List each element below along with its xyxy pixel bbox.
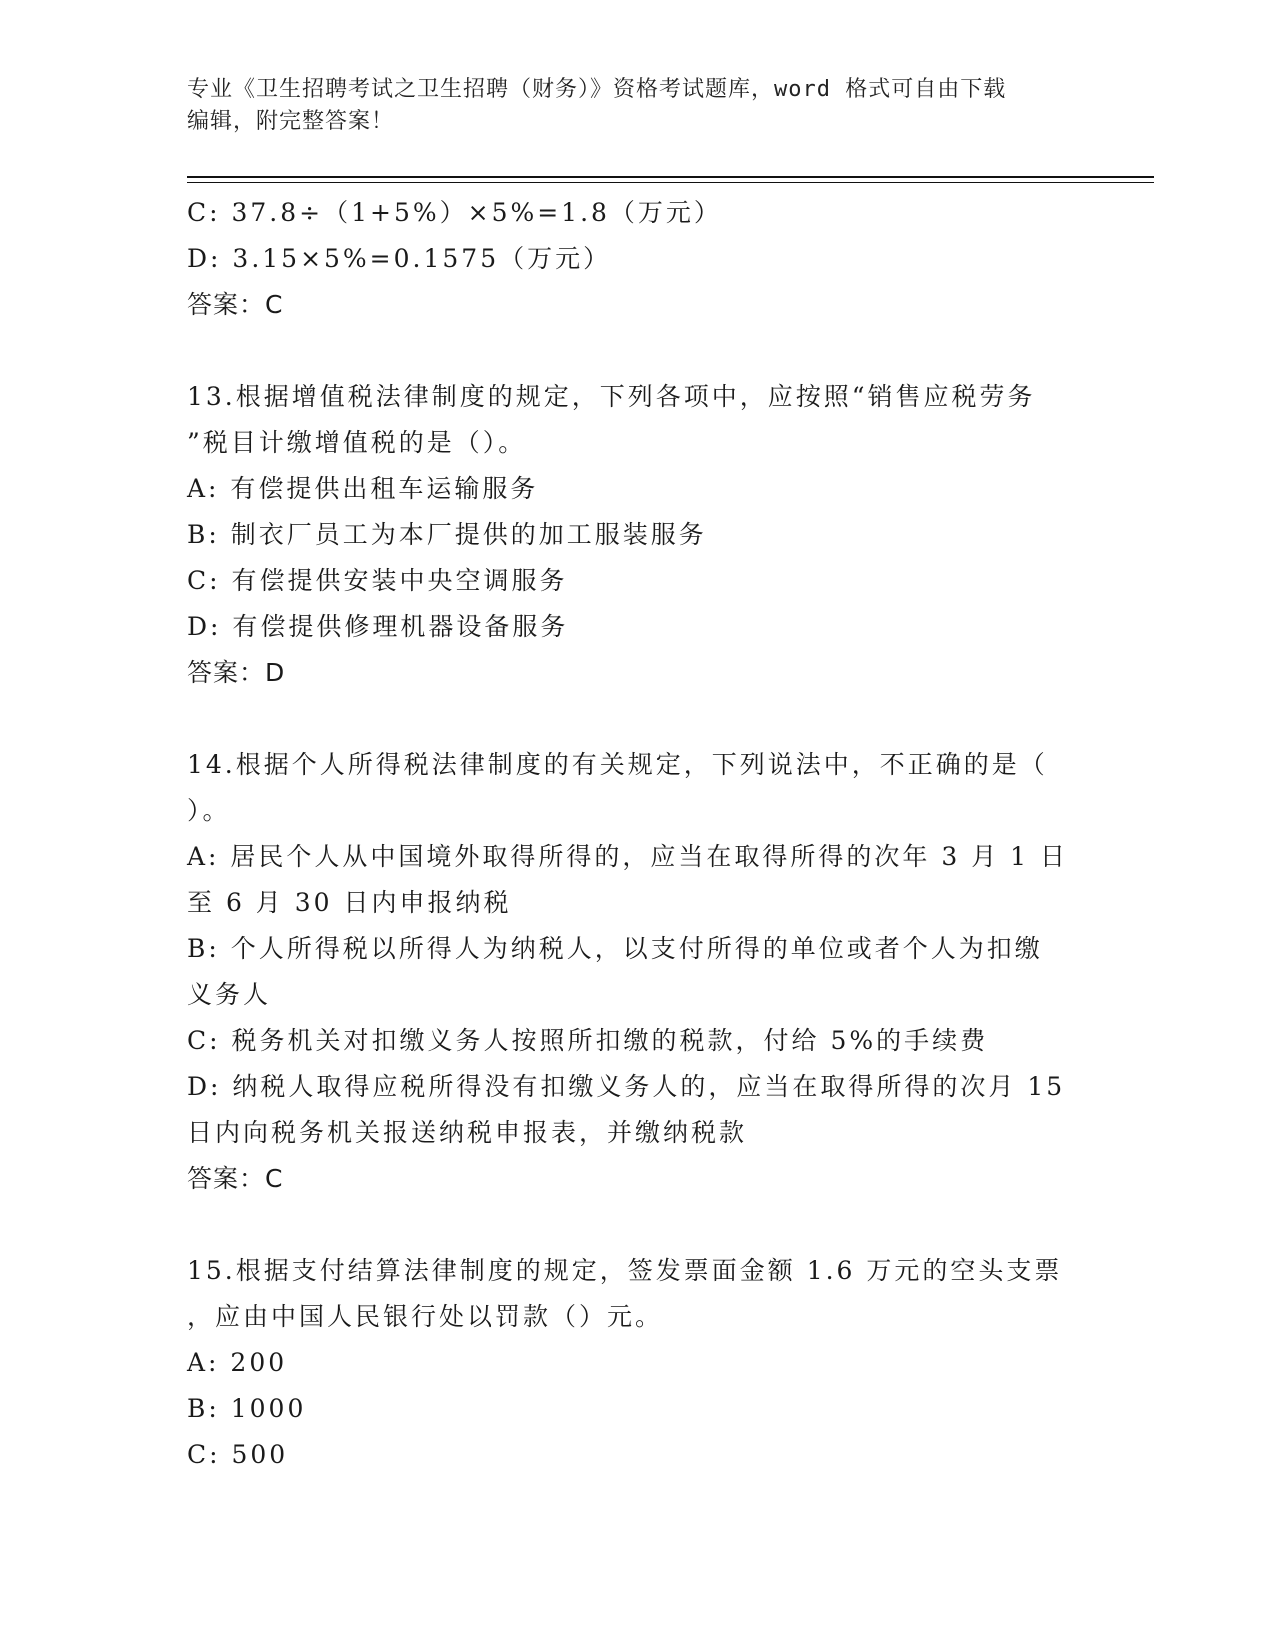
spacer <box>187 1202 1087 1248</box>
option-b-cont: 义务人 <box>187 980 272 1009</box>
option-c: C: 37.8÷（1+5%）×5%=1.8（万元） <box>187 198 722 227</box>
header-divider-thin <box>187 182 1154 183</box>
question-stem-cont: ，应由中国人民银行处以罚款（）元。 <box>187 1302 664 1331</box>
option-b: B: 1000 <box>187 1394 307 1423</box>
question-block-15 <box>187 1248 1087 1478</box>
option-b: B: 个人所得税以所得人为纳税人，以支付所得的单位或者个人为扣缴 <box>187 934 1043 963</box>
option-d: D: 有偿提供修理机器设备服务 <box>187 612 569 641</box>
option-c: C: 500 <box>187 1440 289 1469</box>
question-stem: 13.根据增值税法律制度的规定，下列各项中，应按照“销售应税劳务 <box>187 382 1036 411</box>
answer-line: 答案：C <box>187 290 284 319</box>
answer-line: 答案：D <box>187 658 286 687</box>
option-d: D: 纳税人取得应税所得没有扣缴义务人的，应当在取得所得的次月 15 <box>187 1072 1066 1101</box>
option-a-cont: 至 6 月 30 日内申报纳税 <box>187 888 512 917</box>
question-stem-cont: ）。 <box>187 796 231 825</box>
option-c: C: 有偿提供安装中央空调服务 <box>187 566 568 595</box>
document-body <box>187 190 1087 1478</box>
option-a: A: 200 <box>187 1348 288 1377</box>
header-line-1: 专业《卫生招聘考试之卫生招聘（财务）》资格考试题库，word 格式可自由下载 <box>187 77 1007 102</box>
option-b: B: 制衣厂员工为本厂提供的加工服装服务 <box>187 520 707 549</box>
header-line-2: 编辑，附完整答案！ <box>187 109 395 134</box>
document-header <box>187 74 1087 138</box>
question-stem: 14.根据个人所得税法律制度的有关规定，下列说法中，不正确的是（ <box>187 750 1048 779</box>
option-d-cont: 日内向税务机关报送纳税申报表，并缴纳税款 <box>187 1118 748 1147</box>
option-a: A: 有偿提供出租车运输服务 <box>187 474 539 503</box>
option-c: C: 税务机关对扣缴义务人按照所扣缴的税款，付给 5%的手续费 <box>187 1026 989 1055</box>
option-d: D: 3.15×5%=0.1575（万元） <box>187 244 612 273</box>
answer-line: 答案：C <box>187 1164 284 1193</box>
option-a: A: 居民个人从中国境外取得所得的，应当在取得所得的次年 3 月 1 日 <box>187 842 1069 871</box>
question-block-prev <box>187 190 1087 328</box>
question-block-13 <box>187 374 1087 696</box>
question-stem: 15.根据支付结算法律制度的规定，签发票面金额 1.6 万元的空头支票 <box>187 1256 1063 1285</box>
spacer <box>187 696 1087 742</box>
question-stem-cont: ”税目计缴增值税的是（）。 <box>187 428 527 457</box>
question-block-14 <box>187 742 1087 1202</box>
header-divider-thick <box>187 176 1154 178</box>
spacer <box>187 328 1087 374</box>
